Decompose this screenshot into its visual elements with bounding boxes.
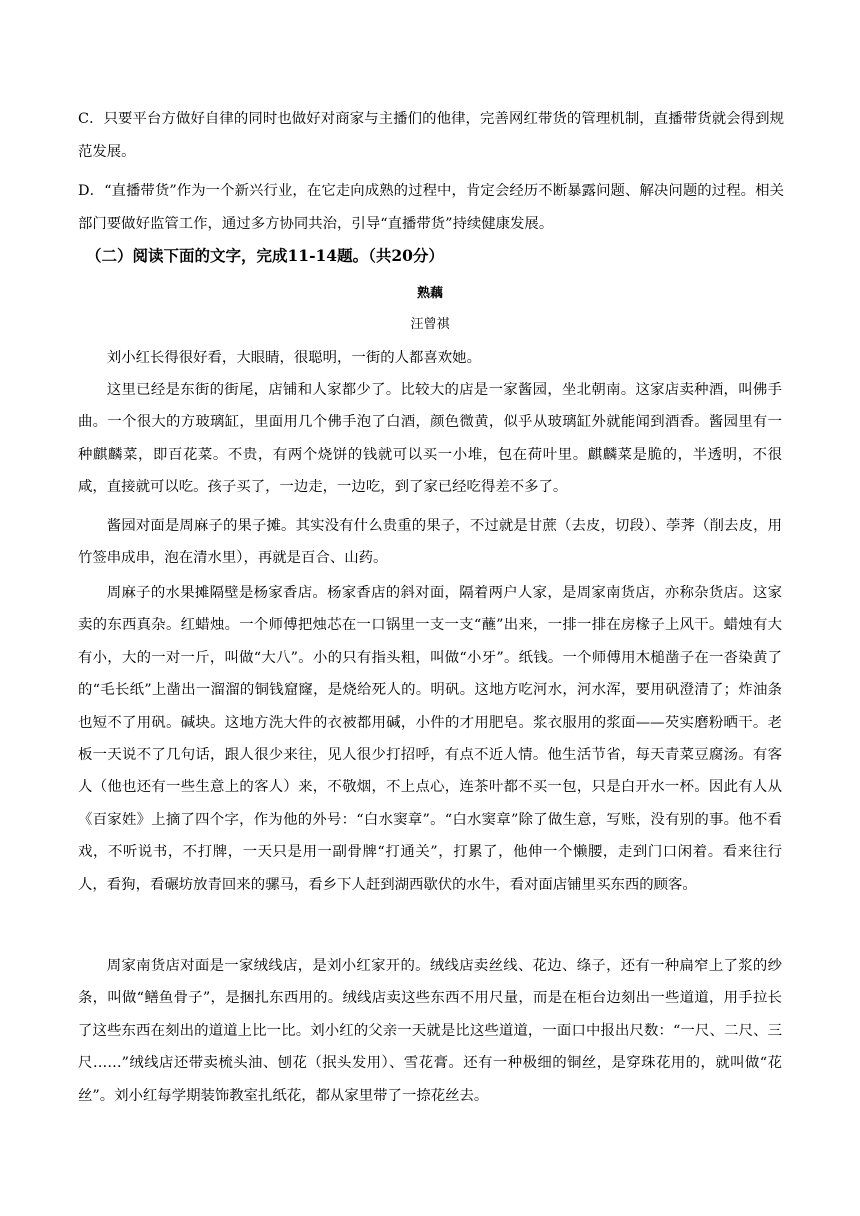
- section-heading: （二）阅读下面的文字，完成11-14题。（共20分）: [86, 246, 444, 265]
- article-paragraph-5: 周家南货店对面是一家绒线店，是刘小红家开的。绒线店卖丝线、花边、绦子，还有一种扁窄上了浆的纱条，叫做“鳝鱼骨子”，是捆扎东西用的。绒线店卖这些东西不用尺量，而是在柜台边刻出一些道道，用手拉长了这些东西在刻出的道道上比一比。刘小红的父亲一天就是比这些道道，一面口中报出尺数：“一尺、二尺、三尺……”绒线店还带卖梳头油、刨花（抿头发用）、雪花膏。还有一种极细的铜丝，是穿珠花用的，就叫做“花丝”。刘小红每学期装饰教室扎纸花，都从家里带了一捺花丝去。: [78, 958, 782, 1104]
- article-paragraph-2: 这里已经是东街的街尾，店铺和人家都少了。比较大的店是一家酱园，坐北朝南。这家店卖种酒，叫佛手曲。一个很大的方玻璃缸，里面用几个佛手泡了白酒，颜色微黄，似乎从玻璃缸外就能闻到酒香。酱园里有一种麒麟菜，即百花菜。不贵，有两个烧饼的钱就可以买一小堆，包在荷叶里。麒麟菜是脆的，半透明，不很咸，直接就可以吃。孩子买了，一边走，一边吃，到了家已经吃得差不多了。: [78, 382, 782, 496]
- article-title: 熟藕: [416, 286, 443, 301]
- article-paragraph-1: 刘小红长得很好看，大眼睛，很聪明，一街的人都喜欢她。: [106, 350, 481, 366]
- article-paragraph-3: 酱园对面是周麻子的果子摊。其实没有什么贵重的果子，不过就是甘蔗（去皮，切段）、荸荠（削去皮，用竹签串成串，泡在清水里），再就是百合、山药。: [78, 518, 782, 567]
- option-c: C．只要平台方做好自律的同时也做好对商家与主播们的他律，完善网红带货的管理机制，直播带货就会得到规范发展。: [78, 111, 784, 160]
- option-d: D．“直播带货”作为一个新兴行业，在它走向成熟的过程中，肯定会经历不断暴露问题、解决问题的过程。相关部门要做好监管工作，通过多方协同共治，引导“直播带货”持续健康发展。: [78, 183, 784, 232]
- article-author: 汪曾祺: [410, 317, 450, 332]
- article-paragraph-4: 周麻子的水果摊隔壁是杨家香店。杨家香店的斜对面，隔着两户人家，是周家南货店，亦称杂货店。这家卖的东西真杂。红蜡烛。一个师傅把烛芯在一口锅里一支一支“蘸”出来，一排一排在房椽子上风干。蜡烛有大有小，大的一对一斤，叫做“大八”。小的只有指头粗，叫做“小牙”。纸钱。一个师傅用木槌凿子在一沓染黄了的“毛长纸”上凿出一溜溜的铜钱窟窿，是烧给死人的。明矾。这地方吃河水，河水浑，要用矾澄清了；炸油条也短不了用矾。碱块。这地方洗大件的衣被都用碱，小件的才用肥皂。浆衣服用的浆面——芡实磨粉晒干。老板一天说不了几句话，跟人很少来往，见人很少打招呼，有点不近人情。他生活节省，每天青菜豆腐汤。有客人（他也还有一些生意上的客人）来，不敬烟，不上点心，连茶叶都不买一包，只是白开水一杯。因此有人从《百家姓》上摘了四个字，作为他的外号：“白水窦章”。“白水窦章”除了做生意，写账，没有别的事。他不看戏，不听说书，不打牌，一天只是用一副骨牌“打通关”，打累了，他伸一个懒腰，走到门口闲着。看来往行人，看狗，看碾坊放青回来的骡马，看乡下人赶到湖西歇伏的水牛，看对面店铺里买东西的顾客。: [78, 585, 782, 893]
